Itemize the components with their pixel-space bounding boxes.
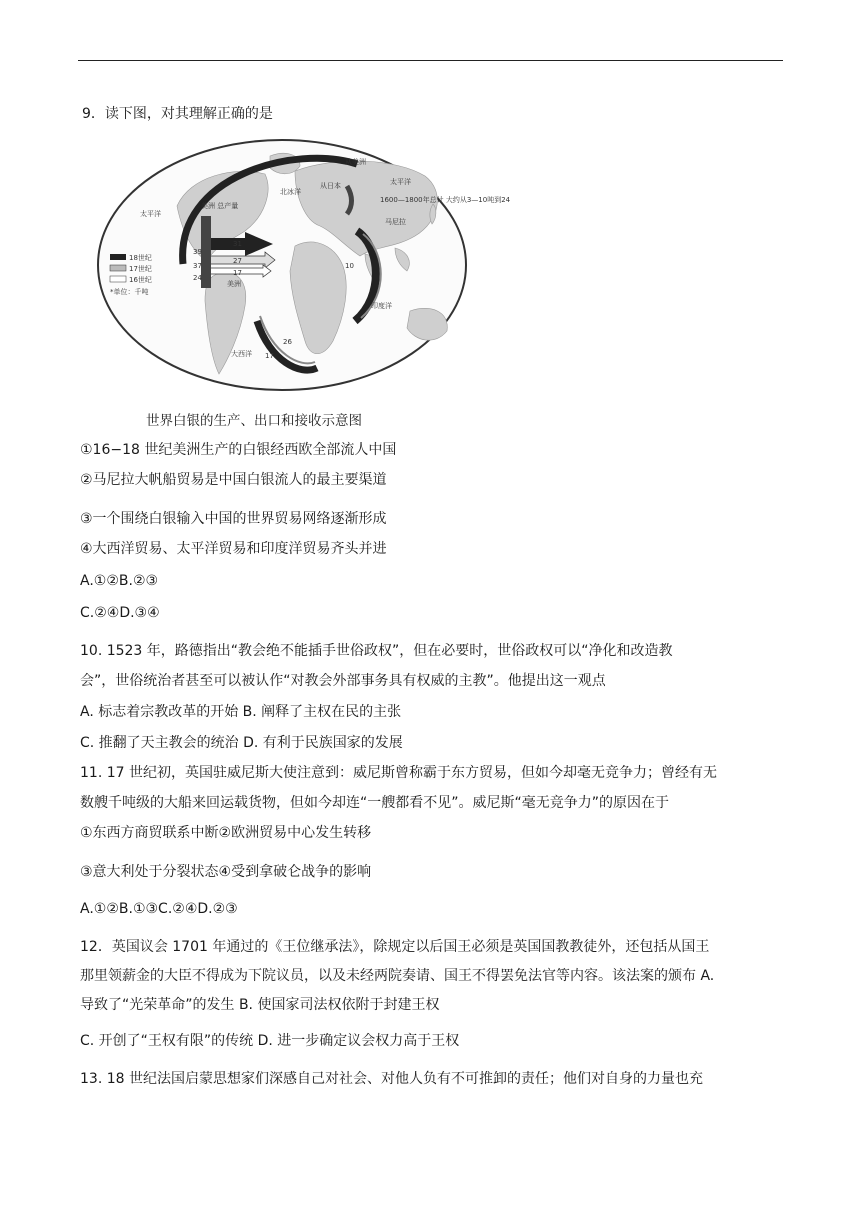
label-from-japan: 从日本 (320, 182, 341, 190)
q9-answer-ab: A.①②B.②③ (80, 573, 159, 589)
legend-17c: 17世纪 (129, 265, 152, 273)
question-12-stem: 12．英国议会 1701 年通过的《王位继承法》，除规定以后国王必须是英国国教教徒外，还包括从国王 (80, 939, 710, 955)
legend-18c: 18世纪 (129, 254, 152, 262)
value-label: 39 (193, 248, 202, 256)
value-label: 31 (233, 240, 242, 248)
label-indian-ocean: 印度洋 (371, 302, 392, 310)
header-rule (78, 60, 783, 61)
q11-items-34: ③意大利处于分裂状态④受到拿破仑战争的影响 (80, 864, 372, 880)
q9-answer-cd: C.②④D.③④ (80, 605, 160, 621)
q9-option-4: ④大西洋贸易、太平洋贸易和印度洋贸易齐头并进 (80, 541, 387, 557)
label-america: 美洲 (227, 280, 241, 288)
value-label: 24 (193, 274, 202, 282)
question-11-stem-cont: 数艘千吨级的大船来回运载货物，但如今却连“一艘都看不见”。威尼斯“毫无竞争力”的原因在于 (80, 795, 670, 811)
q11-items-12: ①东西方商贸联系中断②欧洲贸易中心发生转移 (80, 825, 372, 841)
question-9-stem: 9．读下图，对其理解正确的是 (82, 106, 273, 122)
q12-options-ab: 导致了“光荣革命”的发生 B. 使国家司法权依附于封建王权 (80, 997, 440, 1013)
map-unit-note: *单位：千吨 (110, 288, 149, 296)
map-caption: 世界白银的生产、出口和接收示意图 (146, 413, 362, 429)
value-label: 37 (193, 262, 202, 270)
label-pacific-right: 太平洋 (390, 178, 411, 186)
legend-16c: 16世纪 (129, 276, 152, 284)
label-total-note: 1600—1800年总计 大约从3—10吨到24 (380, 196, 511, 204)
question-12-stem-cont: 那里领薪金的大臣不得成为下院议员，以及未经两院奏请、国王不得罢免法官等内容。该法案的颁布 A. (80, 968, 715, 984)
question-13-stem: 13. 18 世纪法国启蒙思想家们深感自己对社会、对他人负有不可推卸的责任；他们对自身的力量也充 (80, 1071, 703, 1087)
label-manila: 马尼拉 (385, 218, 406, 226)
q10-options-ab: A. 标志着宗教改革的开始 B. 阐释了主权在民的主张 (80, 704, 402, 720)
label-pacific-left: 太平洋 (140, 210, 161, 218)
value-label: 17 (233, 269, 242, 277)
q12-options-cd: C. 开创了“王权有限”的传统 D. 进一步确定议会权力高于王权 (80, 1033, 460, 1049)
q9-option-1: ①16−18 世纪美洲生产的白银经西欧全部流人中国 (80, 442, 397, 458)
question-10-stem: 10. 1523 年，路德指出“教会绝不能插手世俗政权”，但在必要时，世俗政权可以“净化和改造教 (80, 643, 673, 659)
question-10-stem-cont: 会”，世俗统治者甚至可以被认作“对教会外部事务具有权威的主教”。他提出这一观点 (80, 673, 606, 689)
question-11-stem: 11. 17 世纪初，英国驻威尼斯大使注意到：威尼斯曾称霸于东方贸易，但如今却毫无竞争力；曾经有无 (80, 765, 717, 781)
americas-output-bar (201, 216, 211, 288)
label-americas-output: 美洲 总产量 (201, 202, 239, 210)
label-from-america: 从美洲 (345, 158, 366, 166)
world-silver-map (95, 136, 511, 394)
q11-answers: A.①②B.①③C.②④D.②③ (80, 901, 238, 917)
label-arctic: 北冰洋 (280, 188, 301, 196)
label-atlantic: 大西洋 (231, 350, 252, 358)
q9-option-2: ②马尼拉大帆船贸易是中国白银流人的最主要渠道 (80, 472, 387, 488)
q9-option-3: ③一个围绕白银输入中国的世界贸易网络逐渐形成 (80, 511, 387, 527)
value-label: 27 (233, 257, 242, 265)
value-label: 10 (345, 262, 354, 270)
value-label: 26 (283, 338, 292, 346)
value-label: 17 (265, 352, 274, 360)
q10-options-cd: C. 推翻了天主教会的统治 D. 有利于民族国家的发展 (80, 735, 403, 751)
